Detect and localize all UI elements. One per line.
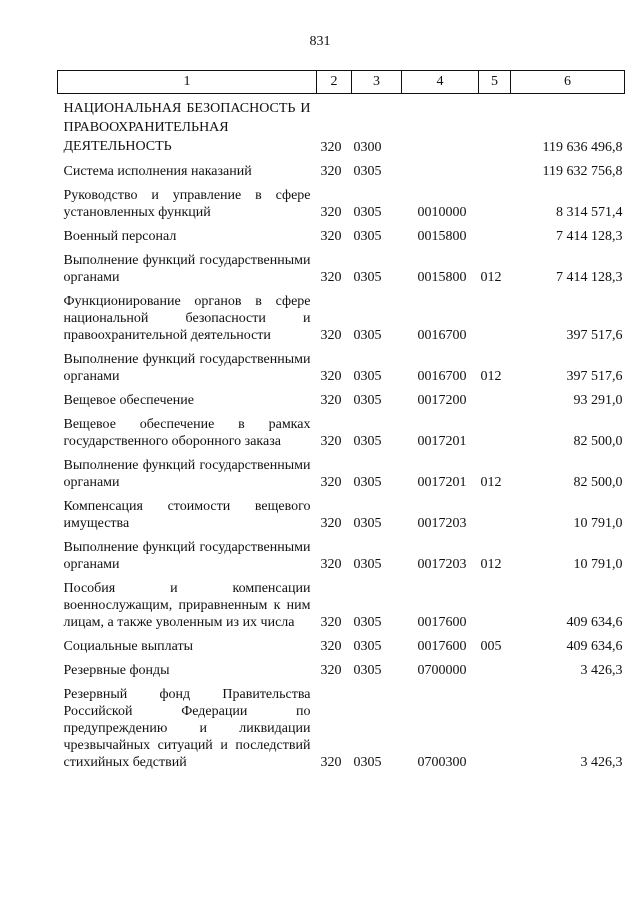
row-target-article: 0015800 xyxy=(417,229,467,244)
row-target-article: 0017600 xyxy=(417,615,467,630)
row-target-article: 0017201 xyxy=(417,434,467,449)
row-target-article: 0017203 xyxy=(417,557,467,572)
table-row xyxy=(58,187,625,228)
row-name: Компенсация стоимости вещевого имущества xyxy=(63,499,311,531)
table-header-row xyxy=(58,71,625,94)
row-section: 0305 xyxy=(353,205,382,220)
row-expense-type xyxy=(479,686,511,778)
row-target-article xyxy=(402,163,479,187)
row-name: Выполнение функций государственными органами xyxy=(63,540,311,572)
row-name: НАЦИОНАЛЬНАЯ БЕЗОПАСНОСТЬ И ПРАВООХРАНИТЕЛЬНАЯ ДЕЯТЕЛЬНОСТЬ xyxy=(63,101,311,154)
row-name: Вещевое обеспечение в рамках государственного оборонного заказа xyxy=(63,417,311,449)
row-amount: 93 291,0 xyxy=(573,393,623,408)
header-cell-amount: 6 xyxy=(511,71,625,94)
row-expense-type: 012 xyxy=(480,369,502,384)
row-amount: 119 636 496,8 xyxy=(542,140,623,155)
table-row xyxy=(58,416,625,457)
row-section: 0305 xyxy=(353,557,382,572)
row-rzd: 320 xyxy=(320,393,342,408)
row-section: 0305 xyxy=(353,516,382,531)
table-row xyxy=(58,662,625,686)
row-name: Функционирование органов в сфере национальной безопасности и правоохранительной деятельности xyxy=(63,294,311,343)
row-section: 0305 xyxy=(353,229,382,244)
row-target-article: 0016700 xyxy=(417,369,467,384)
row-expense-type xyxy=(479,662,511,686)
row-name: Резервный фонд Правительства Российской Федерации по предупреждению и ликвидации чрезвычайных ситуаций и последствий стихийных бедствий xyxy=(63,687,311,770)
row-name: Выполнение функций государственными органами xyxy=(63,458,311,490)
row-expense-type xyxy=(479,416,511,457)
row-target-article: 0017600 xyxy=(417,639,467,654)
row-expense-type xyxy=(479,163,511,187)
page-number: 831 xyxy=(309,34,331,49)
row-name: Выполнение функций государственными органами xyxy=(63,253,311,285)
header-cell-target-article: 4 xyxy=(402,71,479,94)
row-amount: 397 517,6 xyxy=(566,328,623,343)
row-section: 0305 xyxy=(353,639,382,654)
row-target-article: 0010000 xyxy=(417,205,467,220)
row-section: 0305 xyxy=(353,369,382,384)
header-cell-section: 3 xyxy=(352,71,402,94)
row-target-article: 0015800 xyxy=(417,270,467,285)
row-expense-type xyxy=(479,187,511,228)
row-amount: 7 414 128,3 xyxy=(556,229,623,244)
row-section: 0305 xyxy=(353,434,382,449)
row-expense-type: 012 xyxy=(480,270,502,285)
table-row xyxy=(58,293,625,351)
row-target-article: 0700300 xyxy=(417,755,467,770)
row-rzd: 320 xyxy=(320,639,342,654)
row-rzd: 320 xyxy=(320,434,342,449)
row-rzd: 320 xyxy=(320,755,342,770)
row-name: Выполнение функций государственными органами xyxy=(63,352,311,384)
row-section: 0305 xyxy=(353,663,382,678)
row-expense-type xyxy=(479,293,511,351)
row-name: Вещевое обеспечение xyxy=(63,393,194,408)
table-row xyxy=(58,638,625,662)
header-cell-expense-type: 5 xyxy=(479,71,511,94)
row-expense-type xyxy=(479,94,511,164)
row-amount: 7 414 128,3 xyxy=(556,270,623,285)
table-row xyxy=(58,163,625,187)
row-rzd: 320 xyxy=(320,140,342,155)
budget-table xyxy=(57,70,625,778)
row-section: 0305 xyxy=(353,270,382,285)
row-rzd: 320 xyxy=(320,516,342,531)
row-section: 0305 xyxy=(353,164,382,179)
row-section: 0305 xyxy=(353,475,382,490)
row-amount: 397 517,6 xyxy=(566,369,623,384)
row-target-article: 0017200 xyxy=(417,393,467,408)
table-row xyxy=(58,252,625,293)
header-cell-name: 1 xyxy=(58,71,317,94)
row-rzd: 320 xyxy=(320,270,342,285)
row-amount: 82 500,0 xyxy=(573,434,623,449)
table-row xyxy=(58,392,625,416)
row-section: 0305 xyxy=(353,615,382,630)
row-target-article: 0017203 xyxy=(417,516,467,531)
table-row xyxy=(58,539,625,580)
row-target-article xyxy=(402,94,479,164)
row-amount: 409 634,6 xyxy=(566,615,623,630)
row-rzd: 320 xyxy=(320,663,342,678)
row-amount: 8 314 571,4 xyxy=(556,205,623,220)
row-section: 0305 xyxy=(353,755,382,770)
row-section: 0305 xyxy=(353,393,382,408)
row-expense-type: 012 xyxy=(480,475,502,490)
table-row xyxy=(58,686,625,778)
table-row xyxy=(58,457,625,498)
row-rzd: 320 xyxy=(320,164,342,179)
row-amount: 82 500,0 xyxy=(573,475,623,490)
row-expense-type xyxy=(479,392,511,416)
row-rzd: 320 xyxy=(320,205,342,220)
row-target-article: 0017201 xyxy=(417,475,467,490)
row-amount: 3 426,3 xyxy=(580,663,623,678)
table-row xyxy=(58,498,625,539)
row-name: Военный персонал xyxy=(63,229,177,244)
row-name: Пособия и компенсации военнослужащим, приравненным к ним лицам, а также уволенным из их числа xyxy=(63,581,311,630)
row-rzd: 320 xyxy=(320,557,342,572)
row-expense-type xyxy=(479,498,511,539)
row-rzd: 320 xyxy=(320,328,342,343)
row-rzd: 320 xyxy=(320,229,342,244)
row-name: Социальные выплаты xyxy=(63,639,194,654)
table-row xyxy=(58,580,625,638)
row-amount: 409 634,6 xyxy=(566,639,623,654)
row-amount: 10 791,0 xyxy=(573,557,623,572)
row-amount: 3 426,3 xyxy=(580,755,623,770)
row-target-article: 0700000 xyxy=(417,663,467,678)
row-expense-type xyxy=(479,228,511,252)
row-rzd: 320 xyxy=(320,369,342,384)
row-expense-type xyxy=(479,580,511,638)
row-section: 0300 xyxy=(353,140,382,155)
table-row xyxy=(58,351,625,392)
header-cell-rzd: 2 xyxy=(317,71,352,94)
row-amount: 119 632 756,8 xyxy=(542,164,623,179)
table-row xyxy=(58,94,625,164)
row-rzd: 320 xyxy=(320,475,342,490)
row-section: 0305 xyxy=(353,328,382,343)
row-amount: 10 791,0 xyxy=(573,516,623,531)
row-expense-type: 012 xyxy=(480,557,502,572)
row-rzd: 320 xyxy=(320,615,342,630)
row-expense-type: 005 xyxy=(480,639,502,654)
row-target-article: 0016700 xyxy=(417,328,467,343)
row-name: Система исполнения наказаний xyxy=(63,164,252,179)
row-name: Резервные фонды xyxy=(63,663,170,678)
row-name: Руководство и управление в сфере установленных функций xyxy=(63,188,311,220)
table-row xyxy=(58,228,625,252)
